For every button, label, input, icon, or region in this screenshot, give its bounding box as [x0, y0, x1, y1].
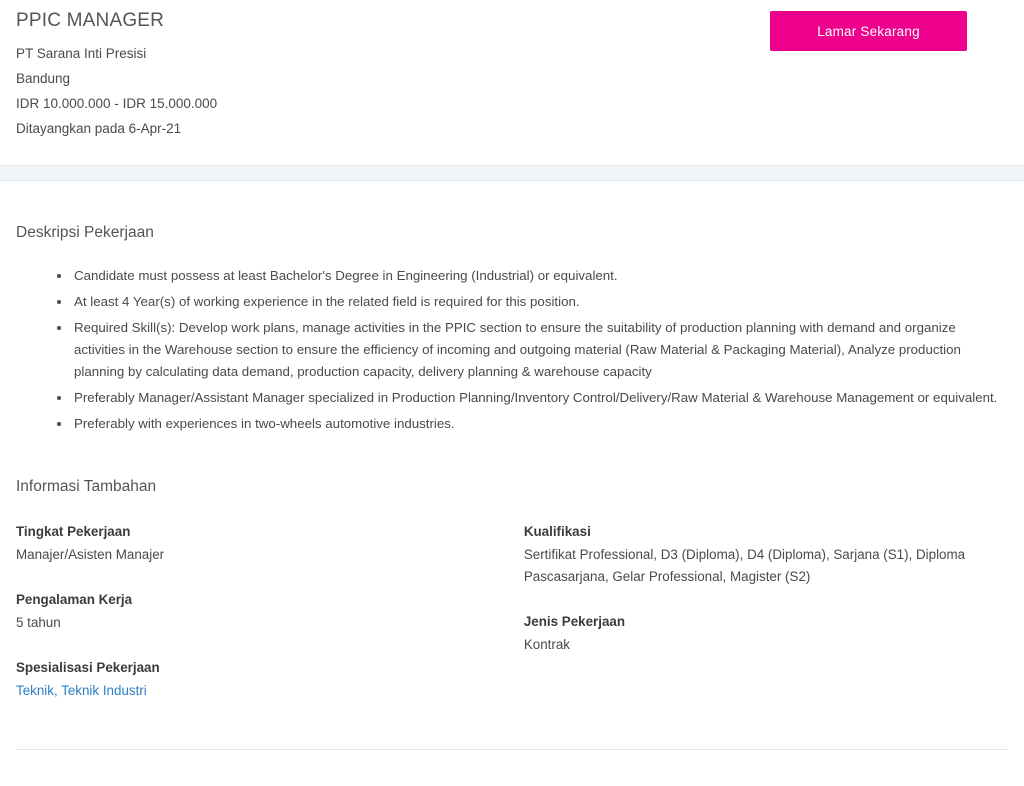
info-label: Jenis Pekerjaan — [523, 614, 626, 629]
additional-info-right-column — [524, 521, 1008, 725]
info-label: Tingkat Pekerjaan — [16, 524, 131, 539]
section-divider-band — [0, 165, 1024, 181]
list-item: • Required Skill(s): Develop work plans, manage activities in the PPIC section to ensure the suitability of production planning with demand and organize activities in the Warehouse section to ensure the efficiency of incoming and outgoing material (Raw Material & Packaging Material), Analyze production planning by calculating data demand, production capacity, delivery planning & warehouse capacity — [72, 317, 1008, 383]
list-item: • Candidate must possess at least Bachelor's Degree in Engineering (Industrial) or equivalent. — [72, 265, 1008, 287]
apply-button[interactable]: Lamar Sekarang — [770, 11, 967, 51]
page-title: PPIC MANAGER — [16, 10, 165, 31]
list-item: • At least 4 Year(s) of working experience in the related field is required for this position. — [72, 291, 1008, 313]
additional-info-section — [0, 477, 1024, 725]
info-block-job-type — [524, 611, 1008, 656]
info-block-qualification — [524, 521, 1008, 588]
info-value: Sertifikat Professional, D3 (Diploma), D4 (Diploma), Sarjana (S1), Diploma Pascasarjana, Gelar Professional, Magister (S2) — [523, 547, 966, 584]
info-value: Manajer/Asisten Manajer — [16, 547, 165, 562]
info-block-job-level — [16, 521, 524, 566]
info-block-job-specialization — [16, 657, 524, 702]
info-label: Kualifikasi — [523, 524, 591, 539]
info-block-work-experience — [16, 589, 524, 634]
salary-range: IDR 10.000.000 - IDR 15.000.000 — [16, 96, 218, 111]
additional-info-left-column — [16, 521, 524, 725]
info-value: 5 tahun — [16, 615, 61, 630]
job-header — [0, 0, 1024, 165]
job-specialization-link[interactable]: Teknik, Teknik Industri — [16, 683, 147, 698]
job-location: Bandung — [16, 71, 71, 86]
bottom-divider — [16, 749, 1008, 750]
info-label: Pengalaman Kerja — [16, 592, 133, 607]
company-name: PT Sarana Inti Presisi — [16, 46, 147, 61]
list-item: • Preferably Manager/Assistant Manager specialized in Production Planning/Inventory Control/Delivery/Raw Material & Warehouse Management or equivalent. — [72, 387, 1008, 409]
description-list — [16, 265, 1008, 435]
info-label: Spesialisasi Pekerjaan — [16, 660, 160, 675]
posted-date: Ditayangkan pada 6-Apr-21 — [16, 121, 182, 136]
description-title: Deskripsi Pekerjaan — [16, 224, 154, 241]
additional-info-title: Informasi Tambahan — [16, 478, 157, 495]
list-item: • Preferably with experiences in two-wheels automotive industries. — [72, 413, 1008, 435]
info-value: Kontrak — [523, 637, 570, 652]
additional-info-grid — [16, 521, 1008, 725]
job-description-section — [0, 223, 1024, 435]
